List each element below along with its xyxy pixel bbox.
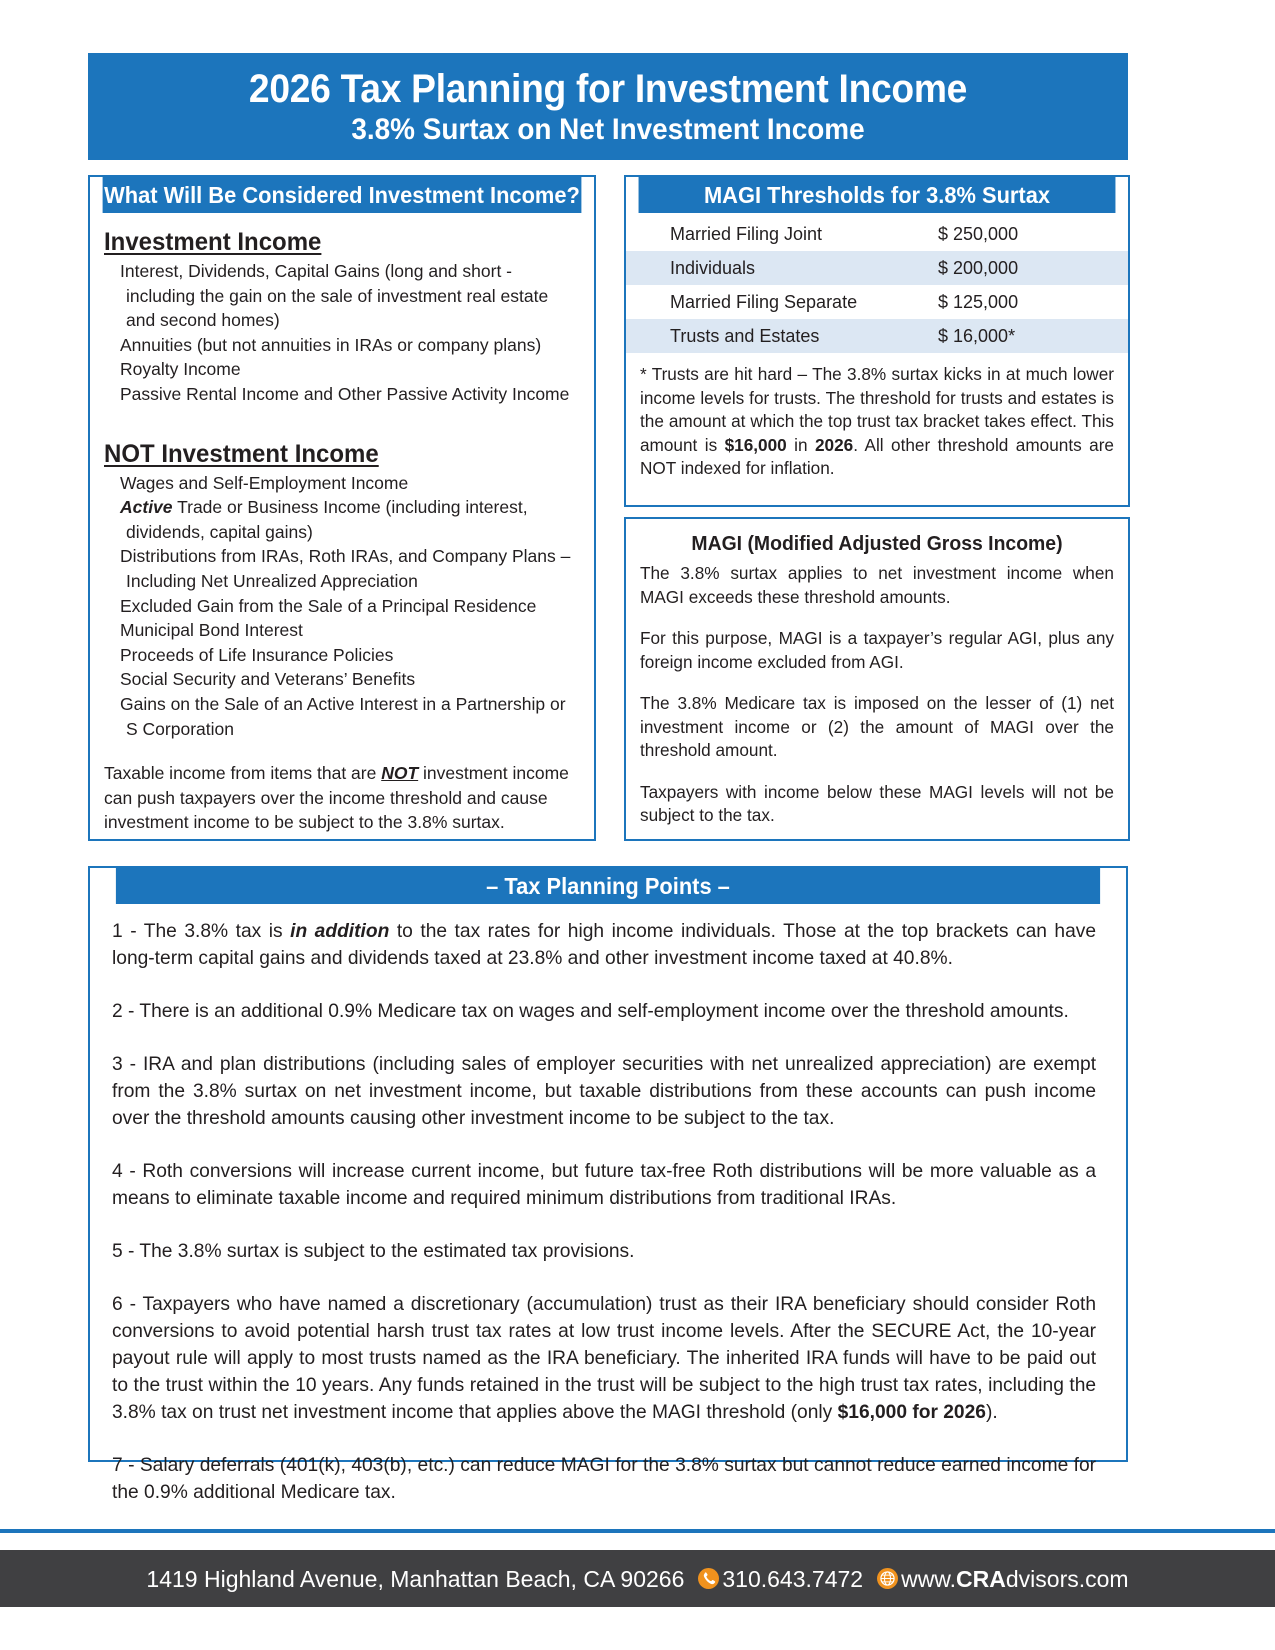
- table-row: [626, 217, 1128, 251]
- table-cell-label: Married Filing Joint: [670, 224, 823, 244]
- point-1-emphasis: in addition: [290, 920, 390, 942]
- planning-point-6: [112, 1291, 1096, 1426]
- point-6-part-2: ).: [985, 1401, 998, 1423]
- planning-point-1: [112, 918, 1096, 972]
- point-1-part-2: to the tax rates for high income individuals. Those at the top brackets can have long-term capital gains and dividends taxed at 23.8% and other investment income taxed at 40.8%.: [112, 920, 1097, 969]
- planning-point-3: 3 - IRA and plan distributions (including sales of employer securities with net unrealized appreciation) are exempt from the 3.8% surtax on net investment income, but taxable distributions from these accounts can push income over the threshold amounts causing other investment income to be subject to the tax.: [112, 1053, 1097, 1129]
- footer-phone[interactable]: 310.643.7472: [722, 1565, 864, 1592]
- list-item: Active Trade or Business Income (including interest, dividends, capital gains): [120, 497, 528, 542]
- investment-income-panel-header: What Will Be Considered Investment Income?: [103, 177, 582, 213]
- investment-income-list: [104, 259, 580, 407]
- footer-website[interactable]: [901, 1565, 1129, 1593]
- website-suffix: dvisors.com: [1005, 1565, 1129, 1592]
- tax-planning-points-panel: [88, 866, 1128, 1503]
- planning-point-7: 7 - Salary deferrals (401(k), 403(b), etc.) can reduce MAGI for the 3.8% surtax but cannot reduce earned income for the 0.9% additional Medicare tax.: [112, 1454, 1097, 1503]
- footnote-part-1: * Trusts are hit hard – The 3.8% surtax kicks in at much lower income levels for trusts. The threshold for trusts and estates is the amount at which the top trust tax bracket takes effect. This amount is: [640, 364, 1114, 455]
- footnote-part-3: . All other threshold amounts are NOT indexed for inflation.: [640, 434, 1114, 478]
- list-item: Proceeds of Life Insurance Policies: [120, 644, 394, 665]
- globe-icon: [877, 1568, 898, 1589]
- point-6-part-1: 6 - Taxpayers who have named a discretionary (accumulation) trust as their IRA beneficiary should consider Roth conversions to avoid potential harsh trust tax rates at low trust income levels. After the SECURE Act, the 10-year payout rule will apply to most trusts named as the IRA beneficiary. The inherited IRA funds will have to be paid out to the trust within the 10 years. Any funds retained in the trust will be subject to the high trust tax rates, including the 3.8% tax on trust net investment income that applies above the MAGI threshold (only: [112, 1293, 1097, 1423]
- footer-address: 1419 Highland Avenue, Manhattan Beach, CA 90266: [146, 1565, 685, 1592]
- not-investment-income-list: [104, 471, 580, 742]
- magi-paragraph: The 3.8% surtax applies to net investment income when MAGI exceeds these threshold amounts.: [640, 563, 1114, 607]
- list-item: Excluded Gain from the Sale of a Principal Residence: [120, 595, 537, 616]
- list-item: Wages and Self-Employment Income: [120, 472, 409, 493]
- table-cell-value: $ 200,000: [938, 258, 1019, 278]
- planning-point-5: 5 - The 3.8% surtax is subject to the estimated tax provisions.: [112, 1240, 635, 1262]
- section-spacer: [104, 407, 580, 431]
- table-cell-value: $ 16,000*: [938, 326, 1016, 346]
- note-emphasis: NOT: [381, 763, 419, 784]
- footnote-part-2: in: [786, 434, 815, 455]
- table-cell-label: Married Filing Separate: [670, 292, 858, 312]
- investment-income-note: [104, 761, 580, 835]
- footer-divider-rule: [0, 1529, 1275, 1533]
- phone-icon: [698, 1568, 719, 1589]
- list-item: Social Security and Veterans’ Benefits: [120, 669, 416, 690]
- table-row: [626, 319, 1128, 353]
- footnote-bold-1: $16,000: [724, 434, 787, 455]
- list-item: Annuities (but not annuities in IRAs or company plans): [120, 334, 542, 355]
- magi-paragraph: The 3.8% Medicare tax is imposed on the lesser of (1) net investment income or (2) the amount of MAGI over the threshold amount.: [640, 693, 1114, 760]
- table-cell-label: Trusts and Estates: [670, 326, 820, 346]
- list-item-emphasis: Active: [120, 497, 173, 518]
- note-part-1: Taxable income from items that are: [104, 763, 382, 784]
- page-subtitle: 3.8% Surtax on Net Investment Income: [351, 113, 865, 146]
- list-item: Municipal Bond Interest: [120, 620, 303, 641]
- list-item: Distributions from IRAs, Roth IRAs, and Company Plans – Including Net Unrealized Appreciation: [120, 546, 571, 591]
- table-row: [626, 285, 1128, 319]
- point-1-part-1: 1 - The 3.8% tax is: [112, 920, 291, 942]
- footer-contact: [146, 1565, 1128, 1593]
- note-part-2: investment income can push taxpayers over the income threshold and cause investment income to be subject to the 3.8% surtax.: [104, 763, 569, 833]
- website-brand: CRA: [956, 1565, 1006, 1592]
- planning-point-4: 4 - Roth conversions will increase current income, but future tax-free Roth distributions will be more valuable as a means to eliminate taxable income and required minimum distributions from traditional IRAs.: [112, 1160, 1097, 1209]
- magi-thresholds-panel-header: MAGI Thresholds for 3.8% Surtax: [639, 177, 1116, 213]
- list-item: Gains on the Sale of an Active Interest in a Partnership or S Corporation: [120, 693, 566, 739]
- table-cell-value: $ 125,000: [938, 292, 1019, 312]
- website-prefix: www.: [901, 1565, 957, 1592]
- list-item: Interest, Dividends, Capital Gains (long and short - including the gain on the sale of investment real estate and second homes): [120, 261, 549, 331]
- table-cell-value: $ 250,000: [938, 224, 1019, 244]
- tax-planning-points-body: [90, 904, 1126, 1506]
- footer-bar: [0, 1550, 1275, 1607]
- tax-planning-points-header: – Tax Planning Points –: [116, 868, 1100, 904]
- document-title-banner: [88, 53, 1128, 160]
- table-row: [626, 251, 1128, 285]
- not-investment-income-heading: NOT Investment Income: [104, 439, 379, 468]
- planning-point-2: 2 - There is an additional 0.9% Medicare tax on wages and self-employment income over the threshold amounts.: [112, 1000, 1069, 1022]
- magi-definition-panel: [624, 517, 1130, 841]
- investment-income-panel: [88, 175, 596, 841]
- magi-paragraph: Taxpayers with income below these MAGI levels will not be subject to the tax.: [640, 781, 1114, 825]
- point-6-bold: $16,000 for 2026: [837, 1401, 986, 1423]
- magi-paragraph: For this purpose, MAGI is a taxpayer’s regular AGI, plus any foreign income excluded from AGI.: [640, 628, 1114, 672]
- trusts-footnote: [626, 353, 1128, 481]
- list-item: Passive Rental Income and Other Passive Activity Income: [120, 383, 570, 404]
- magi-thresholds-panel: [624, 175, 1130, 507]
- magi-thresholds-table: [626, 217, 1128, 353]
- investment-income-heading: Investment Income: [104, 228, 322, 256]
- footnote-bold-2: 2026: [815, 434, 854, 455]
- page-title: 2026 Tax Planning for Investment Income: [248, 67, 968, 111]
- list-item: Royalty Income: [120, 359, 241, 380]
- investment-income-panel-body: [90, 213, 594, 843]
- magi-definition-title: MAGI (Modified Adjusted Gross Income): [691, 533, 1063, 555]
- table-cell-label: Individuals: [670, 258, 756, 278]
- magi-definition-body: [626, 562, 1128, 828]
